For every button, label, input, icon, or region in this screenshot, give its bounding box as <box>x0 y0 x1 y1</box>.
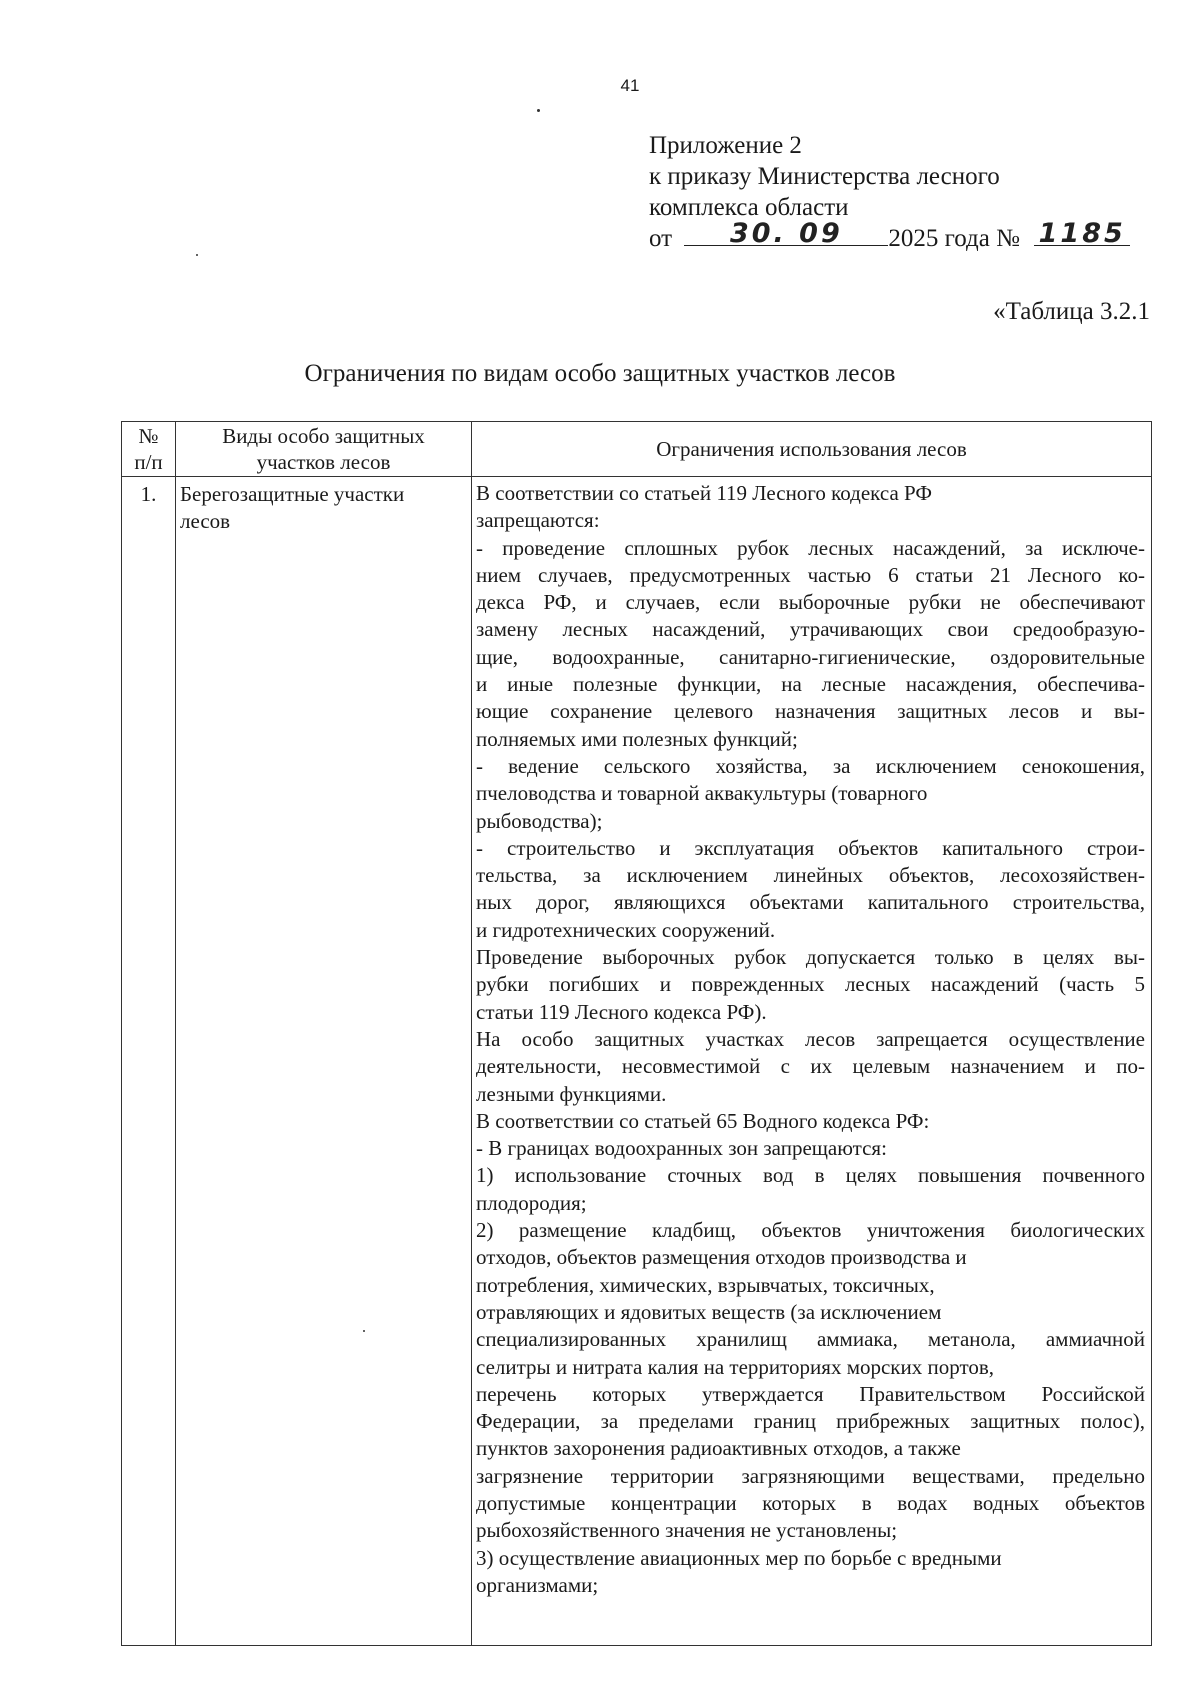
restriction-line: 1) использование сточных вод в целях повышения почвенного <box>476 1163 1145 1188</box>
restriction-line: рыбоводства); <box>476 808 603 833</box>
restriction-line: - В границах водоохранных зон запрещаются: <box>476 1136 887 1161</box>
restriction-line: пчеловодства и товарной аквакультуры (товарного <box>476 781 928 806</box>
restriction-line: декса РФ, и случаев, если выборочные рубки не обеспечивают <box>476 590 1145 615</box>
restriction-line: 2) размещение кладбищ, объектов уничтожения биологических <box>476 1218 1145 1243</box>
table-row <box>122 477 1152 1646</box>
restriction-line: тельства, за исключением линейных объектов, лесохозяйствен- <box>476 863 1145 888</box>
table-number: «Таблица 3.2.1 <box>993 298 1150 325</box>
restriction-line: допустимые концентрации которых в водах водных объектов <box>476 1490 1145 1515</box>
appendix-ministry-line: комплекса области <box>649 194 849 221</box>
restriction-line: специализированных хранилищ аммиака, метанола, аммиачной <box>476 1327 1145 1352</box>
restriction-line: нием случаев, предусмотренных частью 6 статьи 21 Лесного ко- <box>476 562 1145 587</box>
restriction-line: На особо защитных участках лесов запрещается осуществление <box>476 1026 1145 1051</box>
row-kind-line2: лесов <box>180 509 231 533</box>
page-number: 41 <box>620 76 640 95</box>
row-kind <box>176 477 472 1646</box>
header-number-line1: № <box>138 424 159 448</box>
header-kind <box>176 422 472 477</box>
header-number <box>122 422 176 477</box>
date-field <box>684 218 888 249</box>
restriction-line: Федерации, за пределами границ прибрежных защитных полос), <box>476 1409 1145 1434</box>
restriction-line: ных дорог, являющихся объектами капитального строительства, <box>476 890 1145 915</box>
restriction-line: статьи 119 Лесного кодекса РФ). <box>476 999 767 1024</box>
restriction-line: отравляющих и ядовитых веществ (за исключением <box>476 1299 942 1324</box>
restriction-line: организмами; <box>476 1572 599 1597</box>
restriction-line: - строительство и эксплуатация объектов капитального строи- <box>476 835 1145 860</box>
restriction-line: плодородия; <box>476 1190 587 1215</box>
restriction-line: деятельности, несовместимой с их целевым назначением и по- <box>476 1054 1145 1079</box>
header-number-line2: п/п <box>134 450 163 474</box>
appendix-date-line <box>649 218 1169 254</box>
appendix-title: Приложение 2 <box>649 132 802 159</box>
restriction-line: и иные полезные функции, на лесные насаждения, обеспечива- <box>476 672 1145 697</box>
restriction-line: и гидротехнических сооружений. <box>476 917 776 942</box>
restriction-line: Проведение выборочных рубок допускается только в целях вы- <box>476 945 1145 970</box>
restriction-line: потребления, химических, взрывчатых, токсичных, <box>476 1272 935 1297</box>
row-restrictions <box>472 477 1152 1646</box>
restrictions-table <box>121 421 1152 1646</box>
table-header-row <box>122 422 1152 477</box>
handwritten-order-number: 1185 <box>1038 218 1126 249</box>
restriction-line: щие, водоохранные, санитарно-гигиенические, оздоровительные <box>476 644 1145 669</box>
scan-speck <box>537 109 540 112</box>
header-kind-line2: участков лесов <box>256 450 391 474</box>
header-kind-line1: Виды особо защитных <box>222 424 425 448</box>
restriction-line: полняемых ими полезных функций; <box>476 726 798 751</box>
restriction-line: В соответствии со статьей 65 Водного кодекса РФ: <box>476 1108 930 1133</box>
restriction-line: запрещаются: <box>476 508 600 533</box>
restriction-line: отходов, объектов размещения отходов производства и <box>476 1245 967 1270</box>
row-kind-line1: Берегозащитные участки <box>180 482 405 506</box>
appendix-order-line: к приказу Министерства лесного <box>649 163 1000 190</box>
header-restrictions: Ограничения использования лесов <box>472 422 1152 477</box>
restriction-line: рыбохозяйственного значения не установлены; <box>476 1518 898 1543</box>
restriction-line: лезными функциями. <box>476 1081 667 1106</box>
restriction-line: В соответствии со статьей 119 Лесного кодекса РФ <box>476 481 932 505</box>
handwritten-date: 30. 09 <box>729 218 843 249</box>
document-title: Ограничения по видам особо защитных участков лесов <box>304 360 896 387</box>
restriction-line: замену лесных насаждений, утрачивающих свои средообразую- <box>476 617 1145 642</box>
scan-speck <box>196 254 198 256</box>
date-prefix: от <box>649 225 673 252</box>
appendix-header <box>649 130 1169 254</box>
restriction-line: пунктов захоронения радиоактивных отходов, а также <box>476 1436 961 1461</box>
year-and-number-label: 2025 года № <box>888 225 1020 252</box>
restriction-line: загрязнение территории загрязняющими веществами, предельно <box>476 1463 1145 1488</box>
row-number: 1. <box>122 477 176 1646</box>
restriction-line: рубки погибших и поврежденных лесных насаждений (часть 5 <box>476 972 1145 997</box>
restriction-line: селитры и нитрата калия на территориях морских портов, <box>476 1354 995 1379</box>
restriction-line: 3) осуществление авиационных мер по борьбе с вредными <box>476 1545 1002 1570</box>
restriction-line: ющие сохранение целевого назначения защитных лесов и вы- <box>476 699 1145 724</box>
restriction-line: перечень которых утверждается Правительством Российской <box>476 1381 1145 1406</box>
restriction-line: - ведение сельского хозяйства, за исключением сенокошения, <box>476 753 1145 778</box>
scan-speck <box>363 1330 365 1332</box>
order-number-field <box>1034 218 1130 249</box>
restriction-line: - проведение сплошных рубок лесных насаждений, за исключе- <box>476 535 1145 560</box>
